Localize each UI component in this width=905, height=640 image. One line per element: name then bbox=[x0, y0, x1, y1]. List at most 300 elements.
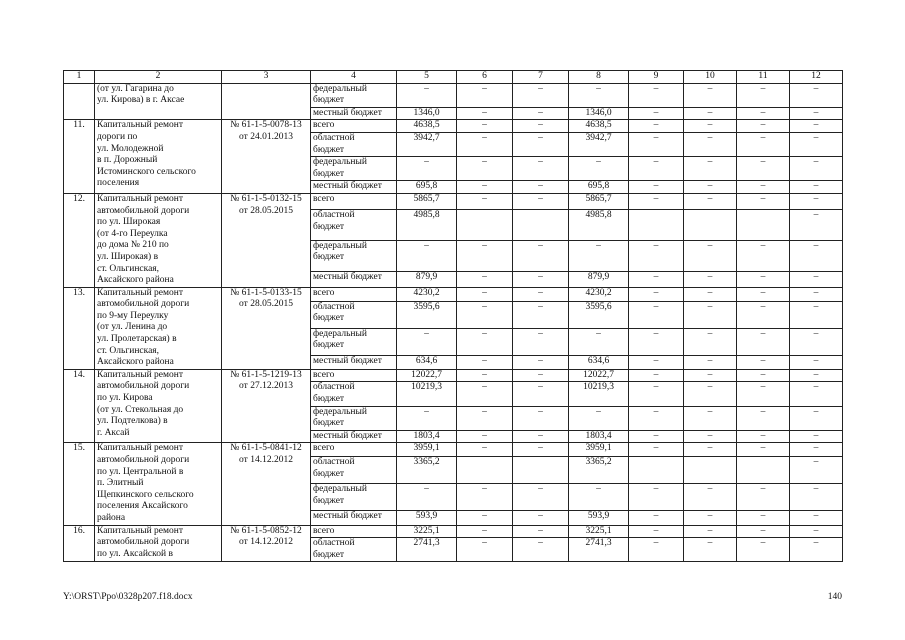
cell-line: федеральный bbox=[313, 484, 367, 495]
value-cell: – bbox=[569, 406, 629, 430]
value-cell: – bbox=[569, 484, 629, 511]
cell-line: бюджет bbox=[313, 221, 345, 232]
value-cell: – bbox=[513, 271, 569, 287]
value-cell: – bbox=[513, 301, 569, 328]
value-cell: – bbox=[737, 382, 790, 406]
table-row bbox=[64, 443, 843, 457]
cell-line: Капитальный ремонт bbox=[97, 525, 184, 536]
value-cell: – bbox=[513, 157, 569, 181]
cell-line: ст. Ольгинская, bbox=[97, 345, 160, 356]
value-cell: 4230,2 bbox=[397, 287, 457, 301]
value-cell: – bbox=[397, 484, 457, 511]
cell-line: бюджет bbox=[313, 313, 345, 324]
table-row bbox=[64, 369, 843, 382]
value-cell: – bbox=[684, 157, 737, 181]
cell-line: Щепкинского сельского bbox=[97, 489, 194, 500]
funding-source bbox=[311, 287, 397, 301]
value-cell: – bbox=[737, 328, 790, 355]
value-cell: – bbox=[790, 83, 843, 107]
value-cell: – bbox=[737, 107, 790, 120]
value-cell: – bbox=[790, 181, 843, 194]
cell-line: п. Элитный bbox=[97, 478, 144, 489]
cell-line: от 28.05.2015 bbox=[239, 205, 293, 216]
value-cell: – bbox=[737, 430, 790, 443]
value-cell: – bbox=[737, 511, 790, 525]
value-cell: 3225,1 bbox=[397, 525, 457, 538]
cell-line: района bbox=[97, 512, 126, 523]
value-cell: 1803,4 bbox=[569, 430, 629, 443]
value-cell: – bbox=[629, 181, 684, 194]
cell-line: № 61-1-5-0078-13 bbox=[230, 120, 302, 131]
value-cell: – bbox=[737, 193, 790, 209]
value-cell: 1346,0 bbox=[397, 107, 457, 120]
value-cell: – bbox=[737, 301, 790, 328]
cell-line: Капитальный ремонт bbox=[97, 120, 184, 131]
cell-line: от 28.05.2015 bbox=[239, 299, 293, 310]
cell-line: местный бюджет bbox=[313, 430, 382, 441]
value-cell: – bbox=[737, 443, 790, 457]
item-number: 14. bbox=[64, 369, 95, 443]
cell-line: № 61-1-5-0852-12 bbox=[230, 525, 302, 536]
value-cell: 3595,6 bbox=[569, 301, 629, 328]
value-cell: – bbox=[790, 369, 843, 382]
value-cell: – bbox=[513, 240, 569, 271]
value-cell: – bbox=[457, 287, 513, 301]
cell-line: областной bbox=[313, 132, 355, 143]
funding-source bbox=[311, 132, 397, 156]
value-cell: – bbox=[684, 406, 737, 430]
value-cell: – bbox=[684, 443, 737, 457]
item-number: 16. bbox=[64, 525, 95, 562]
column-header: 1 bbox=[64, 71, 95, 84]
cell-line: автомобильной дороги bbox=[97, 455, 190, 465]
value-cell bbox=[513, 209, 569, 240]
value-cell: – bbox=[684, 107, 737, 120]
value-cell: – bbox=[629, 369, 684, 382]
value-cell: – bbox=[397, 240, 457, 271]
value-cell: – bbox=[790, 328, 843, 355]
value-cell: – bbox=[513, 484, 569, 511]
value-cell: – bbox=[629, 287, 684, 301]
column-header: 12 bbox=[790, 71, 843, 84]
value-cell: – bbox=[513, 369, 569, 382]
value-cell: – bbox=[684, 430, 737, 443]
value-cell: 2741,3 bbox=[569, 538, 629, 562]
cell-line: по 9-му Переулку bbox=[97, 310, 169, 321]
table-row bbox=[64, 525, 843, 538]
value-cell: 1346,0 bbox=[569, 107, 629, 120]
column-header: 5 bbox=[397, 71, 457, 84]
value-cell: – bbox=[513, 525, 569, 538]
value-cell: – bbox=[457, 369, 513, 382]
value-cell: – bbox=[629, 355, 684, 369]
value-cell: 593,9 bbox=[397, 511, 457, 525]
cell-line: по ул. Аксайской в bbox=[97, 548, 173, 559]
value-cell: – bbox=[684, 369, 737, 382]
column-header: 10 bbox=[684, 71, 737, 84]
value-cell: 4985,8 bbox=[569, 209, 629, 240]
value-cell: – bbox=[629, 301, 684, 328]
cell-line: бюджет bbox=[313, 252, 345, 263]
cell-line: всего bbox=[313, 525, 335, 536]
value-cell: – bbox=[790, 430, 843, 443]
funding-source bbox=[311, 538, 397, 562]
value-cell: 634,6 bbox=[397, 355, 457, 369]
value-cell: – bbox=[457, 355, 513, 369]
value-cell: – bbox=[397, 157, 457, 181]
value-cell: 3365,2 bbox=[397, 457, 457, 484]
cell-line: ул. Подтелкова) в bbox=[97, 416, 168, 427]
column-header: 7 bbox=[513, 71, 569, 84]
value-cell: – bbox=[684, 525, 737, 538]
expertise-reference bbox=[222, 120, 311, 194]
value-cell: – bbox=[790, 443, 843, 457]
value-cell: – bbox=[737, 538, 790, 562]
item-number: 15. bbox=[64, 443, 95, 525]
cell-line: по ул. Кирова bbox=[97, 393, 153, 404]
object-name bbox=[95, 525, 222, 562]
cell-line: Капитальный ремонт bbox=[97, 193, 184, 204]
value-cell: – bbox=[569, 240, 629, 271]
object-name bbox=[95, 120, 222, 194]
table-row bbox=[64, 120, 843, 133]
value-cell: – bbox=[457, 430, 513, 443]
value-cell: – bbox=[457, 525, 513, 538]
value-cell: – bbox=[684, 328, 737, 355]
funding-source bbox=[311, 484, 397, 511]
cell-line: до дома № 210 по bbox=[97, 240, 169, 251]
value-cell: – bbox=[684, 355, 737, 369]
value-cell: – bbox=[513, 406, 569, 430]
value-cell: 3595,6 bbox=[397, 301, 457, 328]
value-cell: – bbox=[569, 328, 629, 355]
cell-line: от 27.12.2013 bbox=[239, 381, 293, 392]
cell-line: местный бюджет bbox=[313, 271, 382, 282]
value-cell: – bbox=[684, 271, 737, 287]
value-cell: – bbox=[737, 132, 790, 156]
cell-line: бюджет bbox=[313, 168, 345, 179]
value-cell: – bbox=[629, 132, 684, 156]
cell-line: областной bbox=[313, 382, 355, 393]
value-cell: – bbox=[457, 132, 513, 156]
value-cell: – bbox=[790, 157, 843, 181]
value-cell: – bbox=[457, 382, 513, 406]
value-cell: – bbox=[629, 193, 684, 209]
funding-source bbox=[311, 193, 397, 209]
cell-line: Капитальный ремонт bbox=[97, 369, 184, 380]
budget-table bbox=[63, 70, 843, 562]
funding-source bbox=[311, 525, 397, 538]
cell-line: всего bbox=[313, 369, 335, 380]
value-cell: – bbox=[629, 406, 684, 430]
cell-line: бюджет bbox=[313, 394, 345, 405]
expertise-reference bbox=[222, 287, 311, 369]
value-cell: – bbox=[737, 525, 790, 538]
funding-source bbox=[311, 157, 397, 181]
value-cell: – bbox=[684, 382, 737, 406]
value-cell: 695,8 bbox=[569, 181, 629, 194]
value-cell: – bbox=[737, 406, 790, 430]
value-cell: – bbox=[629, 157, 684, 181]
table-row bbox=[64, 193, 843, 209]
cell-line: ул. Широкая) в bbox=[97, 251, 159, 262]
value-cell: – bbox=[790, 457, 843, 484]
expertise-reference bbox=[222, 369, 311, 443]
value-cell: – bbox=[684, 240, 737, 271]
cell-line: всего bbox=[313, 443, 335, 454]
cell-line: федеральный bbox=[313, 328, 367, 339]
value-cell: – bbox=[737, 355, 790, 369]
value-cell: 593,9 bbox=[569, 511, 629, 525]
table-row bbox=[64, 287, 843, 301]
cell-line: ст. Ольгинская, bbox=[97, 263, 160, 274]
item-number bbox=[64, 83, 95, 120]
value-cell: – bbox=[629, 538, 684, 562]
value-cell: 879,9 bbox=[397, 271, 457, 287]
cell-line: автомобильной дороги bbox=[97, 299, 190, 310]
cell-line: местный бюджет bbox=[313, 355, 382, 366]
object-name bbox=[95, 443, 222, 525]
value-cell: – bbox=[790, 355, 843, 369]
cell-line: областной bbox=[313, 301, 355, 312]
value-cell: – bbox=[790, 271, 843, 287]
value-cell bbox=[684, 209, 737, 240]
value-cell: – bbox=[397, 83, 457, 107]
value-cell: – bbox=[684, 132, 737, 156]
column-header: 8 bbox=[569, 71, 629, 84]
value-cell: – bbox=[629, 525, 684, 538]
funding-source bbox=[311, 457, 397, 484]
value-cell: – bbox=[684, 120, 737, 133]
cell-line: бюджет bbox=[313, 469, 345, 480]
value-cell: – bbox=[737, 240, 790, 271]
funding-source bbox=[311, 511, 397, 525]
cell-line: Аксайского района bbox=[97, 275, 174, 286]
cell-line: областной bbox=[313, 457, 355, 468]
table-row bbox=[64, 83, 843, 107]
cell-line: местный бюджет bbox=[313, 107, 382, 118]
cell-line: (от 4-го Переулка bbox=[97, 228, 168, 239]
value-cell: – bbox=[513, 193, 569, 209]
value-cell bbox=[737, 209, 790, 240]
value-cell: 4985,8 bbox=[397, 209, 457, 240]
cell-line: всего bbox=[313, 120, 335, 131]
item-number: 12. bbox=[64, 193, 95, 287]
funding-source bbox=[311, 355, 397, 369]
value-cell: – bbox=[629, 430, 684, 443]
value-cell: – bbox=[457, 328, 513, 355]
object-name bbox=[95, 287, 222, 369]
cell-line: местный бюджет bbox=[313, 511, 382, 522]
funding-source bbox=[311, 83, 397, 107]
value-cell: – bbox=[684, 193, 737, 209]
column-header: 2 bbox=[95, 71, 222, 84]
cell-line: всего bbox=[313, 193, 335, 204]
value-cell: – bbox=[737, 271, 790, 287]
value-cell: – bbox=[684, 287, 737, 301]
column-header: 4 bbox=[311, 71, 397, 84]
column-header: 11 bbox=[737, 71, 790, 84]
cell-line: в п. Дорожный bbox=[97, 155, 158, 166]
value-cell: – bbox=[513, 355, 569, 369]
value-cell: – bbox=[513, 511, 569, 525]
header-row bbox=[64, 71, 843, 84]
value-cell: – bbox=[684, 301, 737, 328]
value-cell: – bbox=[790, 301, 843, 328]
funding-source bbox=[311, 120, 397, 133]
cell-line: местный бюджет bbox=[313, 181, 382, 192]
value-cell: – bbox=[629, 443, 684, 457]
cell-line: Капитальный ремонт bbox=[97, 287, 184, 298]
cell-line: автомобильной дороги bbox=[97, 537, 190, 548]
cell-line: областной bbox=[313, 538, 355, 549]
value-cell: – bbox=[790, 209, 843, 240]
value-cell bbox=[457, 209, 513, 240]
value-cell: – bbox=[629, 511, 684, 525]
value-cell: – bbox=[629, 107, 684, 120]
value-cell: – bbox=[790, 382, 843, 406]
column-header: 9 bbox=[629, 71, 684, 84]
value-cell: – bbox=[513, 107, 569, 120]
value-cell: 10219,3 bbox=[397, 382, 457, 406]
value-cell: – bbox=[569, 83, 629, 107]
item-number: 13. bbox=[64, 287, 95, 369]
cell-line: № 61-1-5-0841-12 bbox=[230, 443, 302, 454]
funding-source bbox=[311, 430, 397, 443]
value-cell: 3959,1 bbox=[569, 443, 629, 457]
value-cell: – bbox=[790, 240, 843, 271]
value-cell: – bbox=[629, 382, 684, 406]
cell-line: всего bbox=[313, 287, 335, 298]
value-cell: – bbox=[513, 287, 569, 301]
value-cell: – bbox=[790, 287, 843, 301]
cell-line: от 14.12.2012 bbox=[239, 455, 293, 465]
value-cell: 695,8 bbox=[397, 181, 457, 194]
value-cell: – bbox=[513, 443, 569, 457]
cell-line: бюджет bbox=[313, 95, 345, 106]
value-cell: – bbox=[790, 120, 843, 133]
funding-source bbox=[311, 209, 397, 240]
cell-line: № 61-1-5-1219-13 bbox=[230, 369, 302, 380]
funding-source bbox=[311, 181, 397, 194]
cell-line: Аксайского района bbox=[97, 357, 174, 368]
value-cell: – bbox=[790, 484, 843, 511]
funding-source bbox=[311, 328, 397, 355]
value-cell: – bbox=[737, 157, 790, 181]
value-cell: – bbox=[684, 538, 737, 562]
value-cell: – bbox=[457, 157, 513, 181]
value-cell: – bbox=[737, 83, 790, 107]
cell-line: поселения Аксайского bbox=[97, 501, 188, 512]
value-cell: 3959,1 bbox=[397, 443, 457, 457]
cell-line: бюджет bbox=[313, 496, 345, 507]
cell-line: ул. Кирова) в г. Аксае bbox=[97, 95, 185, 106]
value-cell: – bbox=[513, 132, 569, 156]
item-number: 11. bbox=[64, 120, 95, 194]
cell-line: бюджет bbox=[313, 340, 345, 351]
value-cell: – bbox=[457, 107, 513, 120]
value-cell: 3225,1 bbox=[569, 525, 629, 538]
value-cell: – bbox=[790, 107, 843, 120]
expertise-reference bbox=[222, 83, 311, 120]
value-cell: – bbox=[457, 120, 513, 133]
value-cell: 3942,7 bbox=[397, 132, 457, 156]
value-cell: – bbox=[629, 120, 684, 133]
value-cell: – bbox=[457, 83, 513, 107]
cell-line: бюджет bbox=[313, 144, 345, 155]
value-cell: 2741,3 bbox=[397, 538, 457, 562]
value-cell: 5865,7 bbox=[397, 193, 457, 209]
value-cell: – bbox=[513, 382, 569, 406]
value-cell: – bbox=[457, 406, 513, 430]
value-cell: – bbox=[457, 443, 513, 457]
value-cell: – bbox=[737, 287, 790, 301]
value-cell: 4638,5 bbox=[569, 120, 629, 133]
value-cell: 3942,7 bbox=[569, 132, 629, 156]
cell-line: дороги по bbox=[97, 131, 138, 142]
expertise-reference bbox=[222, 193, 311, 287]
cell-line: федеральный bbox=[313, 406, 367, 417]
funding-source bbox=[311, 443, 397, 457]
value-cell: – bbox=[737, 181, 790, 194]
cell-line: федеральный bbox=[313, 240, 367, 251]
value-cell: 4638,5 bbox=[397, 120, 457, 133]
value-cell: – bbox=[790, 132, 843, 156]
cell-line: от 24.01.2013 bbox=[239, 131, 293, 142]
value-cell: – bbox=[513, 430, 569, 443]
cell-line: (от ул. Гагарина до bbox=[97, 83, 174, 94]
value-cell: 5865,7 bbox=[569, 193, 629, 209]
object-name bbox=[95, 369, 222, 443]
cell-line: бюджет bbox=[313, 549, 345, 560]
value-cell bbox=[513, 457, 569, 484]
cell-line: от 14.12.2012 bbox=[239, 537, 293, 548]
column-header: 3 bbox=[222, 71, 311, 84]
value-cell: – bbox=[457, 271, 513, 287]
value-cell: – bbox=[513, 120, 569, 133]
value-cell: – bbox=[629, 484, 684, 511]
value-cell bbox=[629, 209, 684, 240]
cell-line: автомобильной дороги bbox=[97, 381, 190, 392]
value-cell: – bbox=[684, 83, 737, 107]
value-cell: 12022,7 bbox=[569, 369, 629, 382]
value-cell: – bbox=[737, 369, 790, 382]
object-name bbox=[95, 193, 222, 287]
value-cell: 879,9 bbox=[569, 271, 629, 287]
cell-line: автомобильной дороги bbox=[97, 205, 190, 216]
cell-line: поселения bbox=[97, 178, 140, 189]
value-cell: – bbox=[457, 301, 513, 328]
value-cell: – bbox=[457, 511, 513, 525]
value-cell: – bbox=[790, 511, 843, 525]
value-cell: – bbox=[513, 328, 569, 355]
object-name bbox=[95, 83, 222, 120]
funding-source bbox=[311, 271, 397, 287]
cell-line: Капитальный ремонт bbox=[97, 443, 184, 454]
value-cell: 4230,2 bbox=[569, 287, 629, 301]
value-cell: – bbox=[629, 240, 684, 271]
value-cell: – bbox=[457, 484, 513, 511]
value-cell: – bbox=[790, 193, 843, 209]
value-cell bbox=[684, 457, 737, 484]
value-cell: – bbox=[629, 271, 684, 287]
cell-line: ул. Молодежной bbox=[97, 143, 164, 154]
funding-source bbox=[311, 240, 397, 271]
cell-line: областной bbox=[313, 209, 355, 220]
funding-source bbox=[311, 301, 397, 328]
funding-source bbox=[311, 406, 397, 430]
expertise-reference bbox=[222, 525, 311, 562]
